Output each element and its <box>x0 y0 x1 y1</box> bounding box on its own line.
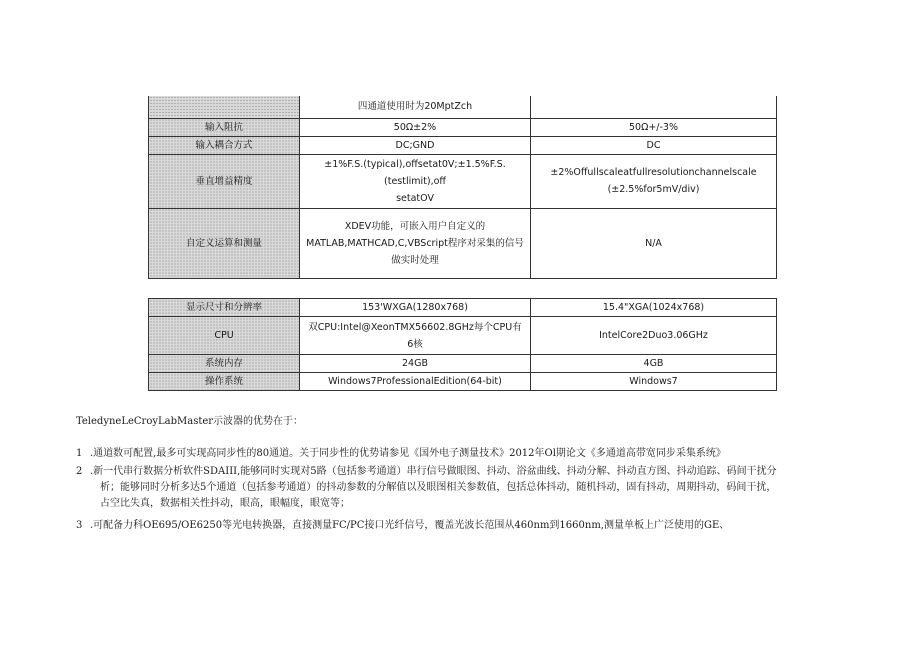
spec-label: 操作系统 <box>149 373 300 391</box>
spec-value-line: 6核 <box>407 338 423 350</box>
spec-value-labmaster <box>300 136 531 154</box>
spec-value-line: 24GB <box>402 358 428 369</box>
spec-value-line: Windows7ProfessionalEdition(64-bit) <box>328 376 502 387</box>
spec-value-other <box>531 299 777 317</box>
spec-label: 系统内存 <box>149 355 300 373</box>
item-text-line: .通道数可配置,最多可实现高同步性的80通道。关于同步性的优势请参见《国外电子测量技术》2012年Ol期论文《多通道高带宽同步采集系统》 <box>90 448 726 459</box>
spec-value-other <box>531 317 777 355</box>
item-number: 1 <box>76 448 83 459</box>
spec-value-other <box>531 96 777 118</box>
spec-value-labmaster <box>300 154 531 208</box>
spec-value-line: XDEV功能，可嵌入用户自定义的 <box>344 220 486 232</box>
spec-table-acquisition <box>148 96 777 279</box>
spec-value-labmaster <box>300 299 531 317</box>
spec-value-line: N/A <box>645 237 662 249</box>
spec-table-system <box>148 298 777 391</box>
spec-row <box>149 208 777 278</box>
spec-value-line: DC;GND <box>395 139 435 151</box>
spec-value-other <box>531 118 777 136</box>
spec-label: 垂直增益精度 <box>149 154 300 208</box>
spec-value-line: ±1%F.S.(typical),offsetat0V;±1.5%F.S.(testlimit),off <box>324 158 506 187</box>
spec-value-line: 双CPU:Intel@XeonTMX56602.8GHz每个CPU有 <box>308 321 522 333</box>
spec-row <box>149 118 777 136</box>
spec-value-labmaster <box>300 317 531 355</box>
spec-value-line: 153'WXGA(1280x768) <box>362 302 468 313</box>
spec-value-line: ±2%Offullscaleatfullresolutionchannelscale <box>550 167 757 178</box>
spec-value-line: MATLAB,MATHCAD,C,VBScript程序对采集的信号 <box>306 237 524 249</box>
spec-value-labmaster <box>300 118 531 136</box>
spec-value-line: IntelCore2Duo3.06GHz <box>599 330 708 341</box>
spec-row <box>149 373 777 391</box>
spec-row <box>149 355 777 373</box>
intro-paragraph: TeledyneLeCroyLabMaster示波器的优势在于： <box>76 416 304 427</box>
item-text-line: .新一代串行数据分析软件SDAIII,能够同时实现对5路（包括参考通道）串行信号做眼图、抖动、浴盆曲线、抖动分解、抖动直方图、抖动追踪、码间干扰分 <box>90 466 777 477</box>
spec-value-line: 50Ω±2% <box>393 121 437 133</box>
item-text-line: 占空比失真，数据相关性抖动，眼高，眼幅度，眼宽等； <box>100 498 350 509</box>
spec-label: 显示尺寸和分辨率 <box>149 299 300 317</box>
spec-value-line: DC <box>646 139 661 151</box>
spec-row <box>149 154 777 208</box>
spec-row <box>149 136 777 154</box>
spec-value-line: 50Ω+/-3% <box>628 121 678 133</box>
spec-value-line: (±2.5%for5mV/div) <box>607 184 700 195</box>
spec-value-labmaster <box>300 355 531 373</box>
item-text-line: 析；能够同时分析多达5个通道（包括参考通道）的抖动参数的分解值以及眼图相关参数值，包括总体抖动，随机抖动，固有抖动，周期抖动，码间干扰， <box>100 482 777 493</box>
spec-value-line: 四通道使用时为20MptZch <box>357 101 473 113</box>
item-number: 3 <box>76 520 83 531</box>
spec-value-line: Windows7 <box>629 376 678 387</box>
item-number: 2 <box>76 466 83 477</box>
spec-value-line: setatOV <box>396 192 434 204</box>
spec-row <box>149 317 777 355</box>
spec-value-other <box>531 136 777 154</box>
spec-value-line: 15.4"XGA(1024x768) <box>602 302 705 313</box>
spec-value-other <box>531 355 777 373</box>
spec-label: 自定义运算和测量 <box>149 208 300 278</box>
spec-row <box>149 96 777 118</box>
spec-value-line: 4GB <box>643 358 664 369</box>
spec-label: 输入阻抗 <box>149 118 300 136</box>
item-text-line: .可配备力科OE695/OE6250等光电转换器，直接测量FC/PC接口光纤信号，覆盖光波长范围从460nm到1660nm,测量单板上广泛使用的GE、 <box>90 520 730 531</box>
spec-value-other <box>531 373 777 391</box>
spec-row <box>149 299 777 317</box>
spec-value-labmaster <box>300 373 531 391</box>
spec-label: CPU <box>149 317 300 355</box>
spec-value-line: 做实时处理 <box>391 254 439 266</box>
spec-value-labmaster <box>300 208 531 278</box>
spec-label <box>149 96 300 118</box>
spec-value-labmaster <box>300 96 531 118</box>
spec-label: 输入耦合方式 <box>149 136 300 154</box>
spec-value-other <box>531 154 777 208</box>
spec-value-other <box>531 208 777 278</box>
